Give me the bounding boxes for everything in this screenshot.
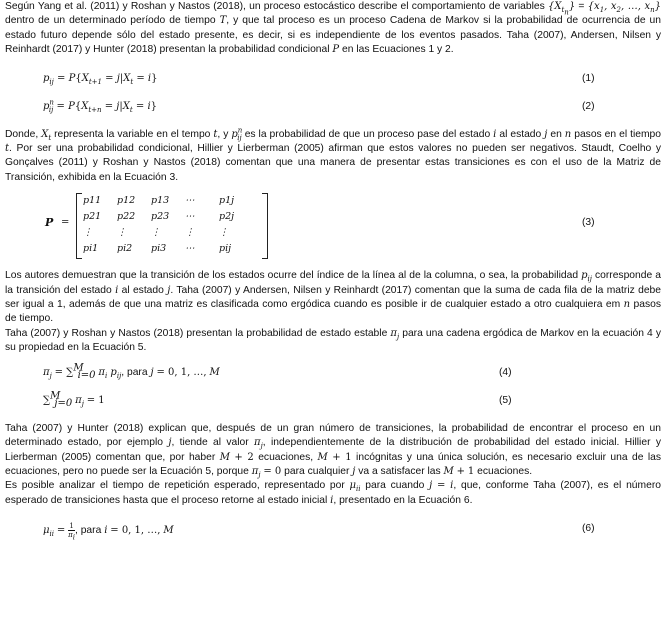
intro-text-4: en las Ecuaciones 1 y 2. [339, 44, 454, 56]
equation-1: $p_{ij} = P\{X_{t+1} = j|X_t = i\}$ (1) [43, 72, 595, 86]
intro-text-3: , y que tal proceso es un proceso Cadena de Markov si la probabilidad de ocurrencia de un estado futuro depende sólo del estado presente, es decir, si es independiente de los eventos pasados. Taha (2007), Andersen, Nilsen y Reinhardt (2017) y Hunter (2018) presentan la probabilidad condicional [5, 15, 661, 56]
intro-text-2: dentro de un determinado período de tiempo [5, 15, 220, 27]
equation-number: (3) [582, 217, 595, 229]
paragraph-4: Taha (2007) y Roshan y Nastos (2018) presentan la probabilidad de estado estable $\pi_j$ para una cadena ergódica de Markov en la ecuación 4 y su propiedad en la Ecuación 5. [5, 327, 661, 354]
equation-number: (4) [499, 366, 512, 378]
equation-6: $\mu_{ii}$ = $\frac{1}{\pi_i}$ , para i = 0, 1, …, M (6) [43, 522, 595, 542]
document-page [5, 0, 661, 540]
paragraph-6: Es posible analizar el tiempo de repetición esperado, representado por $\mu_{ii}$ para cuando j = i, que, conforme Taha (2007), es el número esperado de transiciones hasta que el proceso retorne al estado inicial i, presentado en la Ecuación 6. [5, 480, 661, 506]
equation-number: (6) [582, 523, 595, 535]
paragraph-3: Los autores demuestran que la transición de los estados ocurre del índice de la línea al de la columna, o sea, la probabilidad $p_{ij}$ corresponde a la transición del estado i al estado j. Taha (2007) y Andersen, Nilsen y Reinhardt (2017) comentan que la suma de cada fila de la matriz debe ser igual a 1, además de que una matriz es clasificada como ergódica cuando es posible ir de cualquier estado a otro cualquiera em n pasos de tiempo. [5, 270, 661, 325]
matrix-label: P [45, 216, 54, 230]
matrix-grid: p11 p12 p13 ⋯ p1j p21 p22 p23 ⋯ p2j ⋮ ⋮ ⋮ ⋮ ⋮ pi1 pi2 pi3 ⋯ pij [83, 195, 235, 255]
equation-2: $p^n_{ij} = P\{X_{t+n} = j|X_t = i\}$ (2) [43, 98, 595, 114]
equation-4: $\pi_j = \sum^M_{i=0}$ $\pi_i$ $p_{ij}$, para j = 0, 1, …, M (4) [43, 362, 512, 381]
equation-number: (2) [582, 100, 595, 112]
equation-number: (5) [499, 394, 512, 406]
intro-paragraph: Según Yang et al. (2011) y Roshan y Nastos (2018), un proceso estocástico describe el comportamiento de variables $\{X_{t_n}\} = \{x_1$, $x_2$, …, $x_n$} dentro de un determinado período de tiempo T, y que tal proceso es un proceso Cadena de Markov si la probabilidad de ocurrencia de un estado futuro depende sólo del estado presente, es decir, si es independiente de los eventos pasados. Taha (2007), Andersen, Nilsen y Reinhardt (2017) y Hunter (2018) presentan la probabilidad condicional P en las Ecuaciones 1 y 2. [5, 1, 661, 56]
paragraph-5: Taha (2007) y Hunter (2018) explican que, después de un gran número de transiciones, la probabilidad de encontrar el proceso en un determinado estado, por ejemplo j, tiende al valor $\pi_j$, independientemente de la distribución de probabilidad del estado inicial. Hillier y Lierberman (2005) comentan que, por haber M + 2 ecuaciones, M + 1 incógnitas y una única solución, es necesario excluir una de las ecuaciones, pero no puede ser la Ecuación 5, porque $\pi_j = 0$ para cualquier j va a satisfacer las M + 1 ecuaciones. [5, 422, 661, 479]
equation-5: ∑$^M_{j=0}$ $\pi_j = 1$ (5) [43, 390, 512, 409]
paragraph-2: Donde, $X_t$ representa la variable en el tempo t, y $p^n_{ij}$ es la probabilidad de que un proceso pase del estado i al estado j en n pasos en el tiempo t. Por ser una probabilidad condicional, Hillier y Lierberman (2005) afirman que estos valores no pueden ser negativos. Staudt, Coelho y Gonçalves (2011) y Roshan y Nastos (2018) comentan que una manera de presentar estas transiciones es con el uso de la Matriz de Transición, exhibida en la Ecuación 3. [5, 126, 661, 183]
equation-number: (1) [582, 72, 595, 84]
right-bracket [262, 193, 268, 259]
equation-3-matrix: P = p11 p12 p13 ⋯ p1j p21 p22 p23 ⋯ p2j ⋮ ⋮ ⋮ ⋮ ⋮ pi1 pi2 pi3 ⋯ pij (3) [5, 185, 661, 263]
intro-text-1: Según Yang et al. (2011) y Roshan y Nastos (2018), un proceso estocástico describe el comportamiento de variables [5, 1, 548, 12]
left-bracket [76, 193, 82, 259]
